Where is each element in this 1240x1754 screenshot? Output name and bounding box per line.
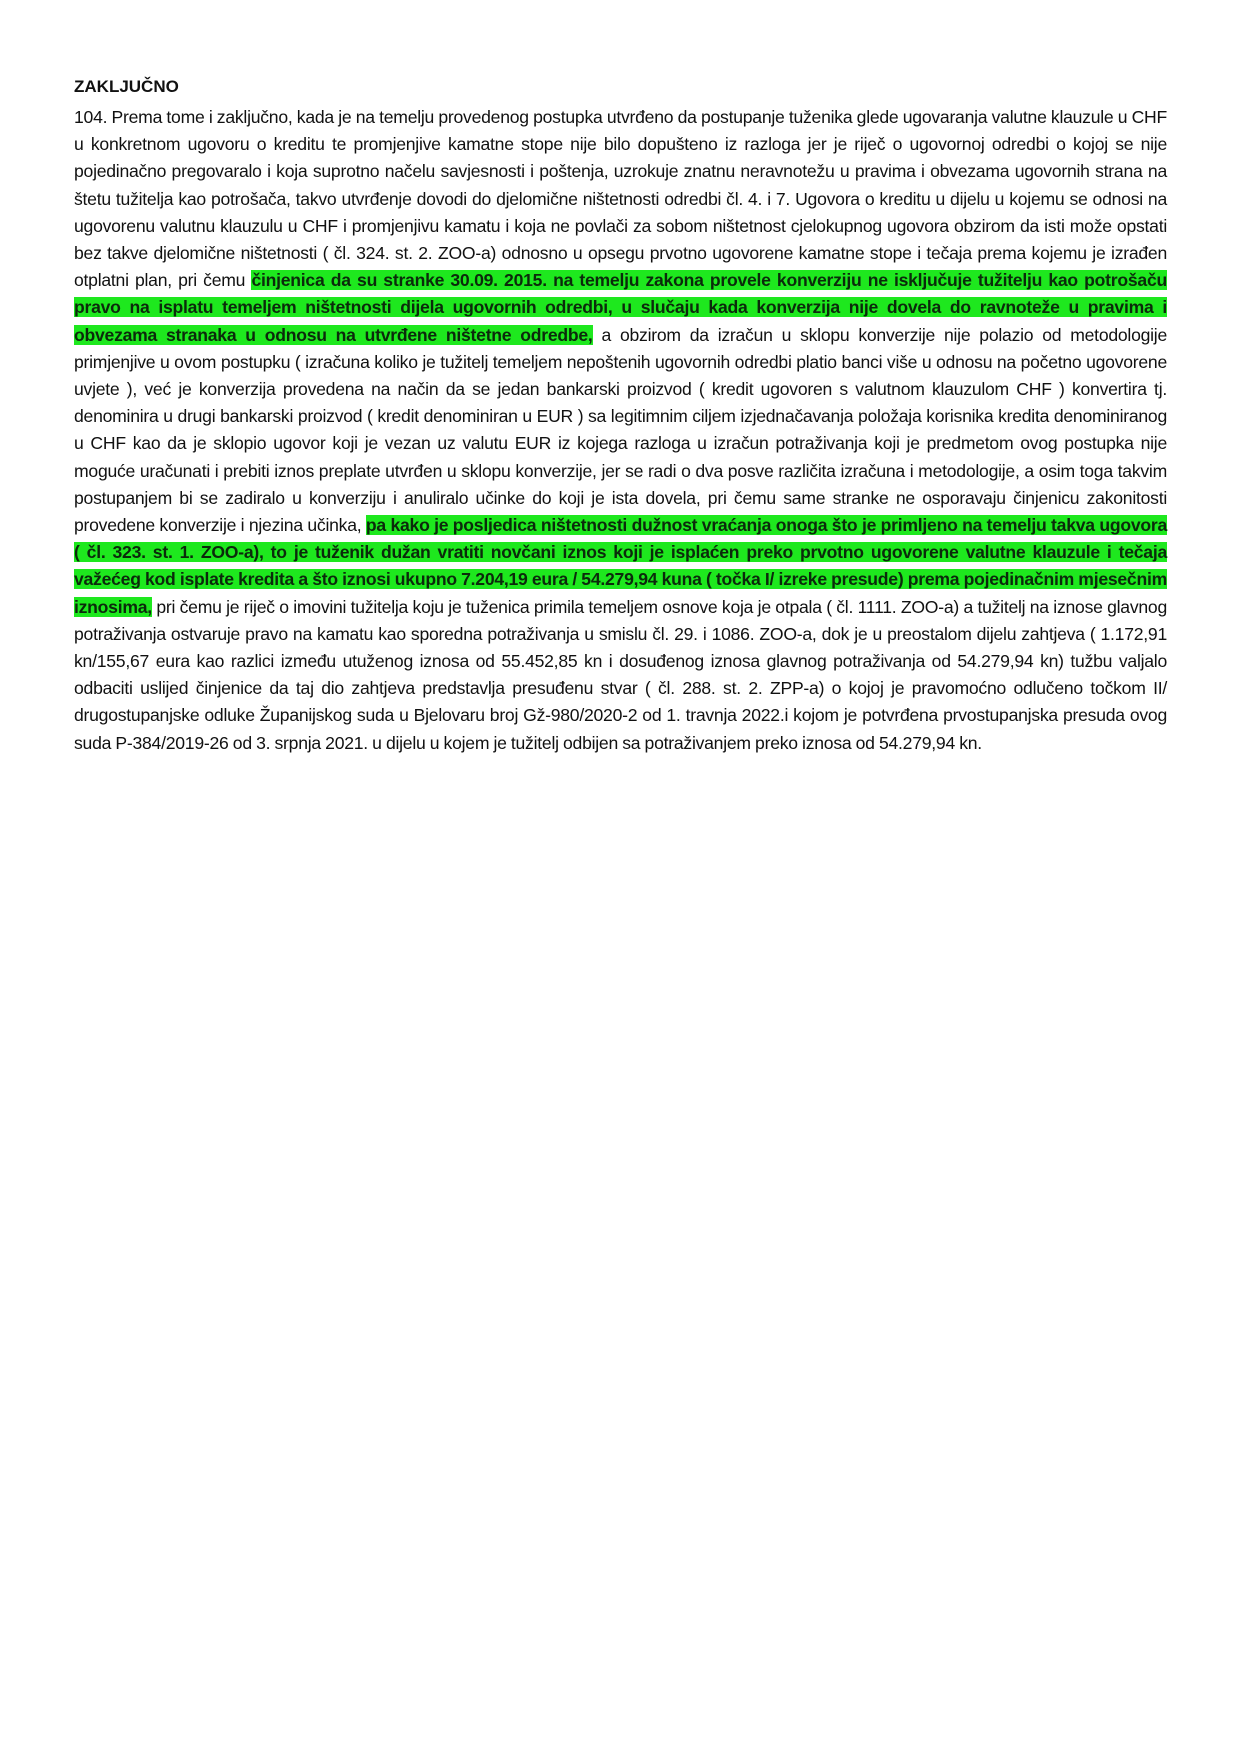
highlighted-text: činjenica da su stranke 30.09. 2015. na temelju zakona provele konverziju ne isključuje tužitelju kao potrošaču pravo na isplatu temeljem ništetnosti dijela ugovornih odredbi, u slučaju kada konverzija nije dovela do ravnoteže u pravima i obvezama stranaka u odnosu na utvrđene ništetne odredbe,	[74, 270, 1167, 345]
highlighted-text: pa kako je posljedica ništetnosti dužnost vraćanja onoga što je primljeno na temelju takva ugovora ( čl. 323. st. 1. ZOO-a), to je tuženik dužan vratiti novčani iznos koji je isplaćen preko prvotno ugovorene valutne klauzule i tečaja važećeg kod isplate kredita a što iznosi ukupno 7.204,19 eura / 54.279,94 kuna ( točka I/ izreke presude) prema pojedinačnim mjesečnim iznosima,	[74, 515, 1167, 617]
text-segment: pri čemu je riječ o imovini tužitelja koju je tuženica primila temeljem osnove koja je otpala ( čl. 1111. ZOO-a) a tužitelj na iznose glavnog potraživanja ostvaruje pravo na kamatu kao sporedna potraživanja u smislu čl. 29. i 1086. ZOO-a, dok je u preostalom dijelu zahtjeva ( 1.172,91 kn/155,67 eura kao razlici između utuženog iznosa od 55.452,85 kn i dosuđenog iznosa glavnog potraživanja od 54.279,94 kn) tužbu valjalo odbaciti uslijed činjenice da taj dio zahtjeva predstavlja presuđenu stvar ( čl. 288. st. 2. ZPP-a) o kojoj je pravomoćno odlučeno točkom II/ drugostupanjske odluke Županijskog suda u Bjelovaru broj Gž-980/2020-2 od 1. travnja 2022.i kojom je potvrđena prvostupanjska presuda ovog suda P-384/2019-26 od 3. srpnja 2021. u dijelu u kojem je tužitelj odbijen sa potraživanjem preko iznosa od 54.279,94 kn.	[74, 596, 1167, 753]
document-page	[74, 74, 1167, 757]
text-segment: a obzirom da izračun u sklopu konverzije nije polazio od metodologije primjenjive u ovom postupku ( izračuna koliko je tužitelj temeljem nepoštenih ugovornih odredbi platio banci više u odnosu na početno ugovorene uvjete ), već je konverzija provedena na način da se jedan bankarski proizvod ( kredit ugovoren s valutnom klauzulom CHF ) konvertira tj. denominira u drugi bankarski proizvod ( kredit denominiran u EUR ) sa legitimnim ciljem izjednačavanja položaja korisnika kredita denominiranog u CHF kao da je sklopio ugovor koji je vezan uz valutu EUR iz kojega razloga u izračun potraživanja koji je predmetom ovog postupka nije moguće uračunati i prebiti iznos preplate utvrđen u sklopu konverzije, jer se radi o dva posve različita izračuna i metodologije, a osim toga takvim postupanjem bi se zadiralo u konverziju i anuliralo učinke do koji je ista dovela, pri čemu same stranke ne osporavaju činjenicu zakonitosti provedene konverzije i njezina učinka,	[74, 324, 1167, 536]
paragraph-104	[74, 104, 1167, 757]
text-segment: 104. Prema tome i zaključno, kada je na temelju provedenog postupka utvrđeno da postupanje tuženika glede ugovaranja valutne klauzule u CHF u konkretnom ugovoru o kreditu te promjenjive kamatne stope nije bilo dopušteno iz razloga jer je riječ o ugovornoj odredbi o kojoj se nije pojedinačno pregovaralo i koja suprotno načelu savjesnosti i poštenja, uzrokuje znatnu neravnotežu u pravima i obvezama ugovornih strana na štetu tužitelja kao potrošača, takvo utvrđenje dovodi do djelomične ništetnosti odredbi čl. 4. i 7. Ugovora o kreditu u dijelu u kojemu se odnosi na ugovorenu valutnu klauzulu u CHF i promjenjivu kamatu i koja ne povlači za sobom ništetnost cjelokupnog ugovora obzirom da isti može opstati bez takve djelomične ništetnosti ( čl. 324. st. 2. ZOO-a) odnosno u opsegu prvotno ugovorene kamatne stope i tečaja prema kojemu je izrađen otplatni plan, pri čemu	[74, 107, 1167, 291]
section-heading: ZAKLJUČNO	[74, 77, 179, 96]
